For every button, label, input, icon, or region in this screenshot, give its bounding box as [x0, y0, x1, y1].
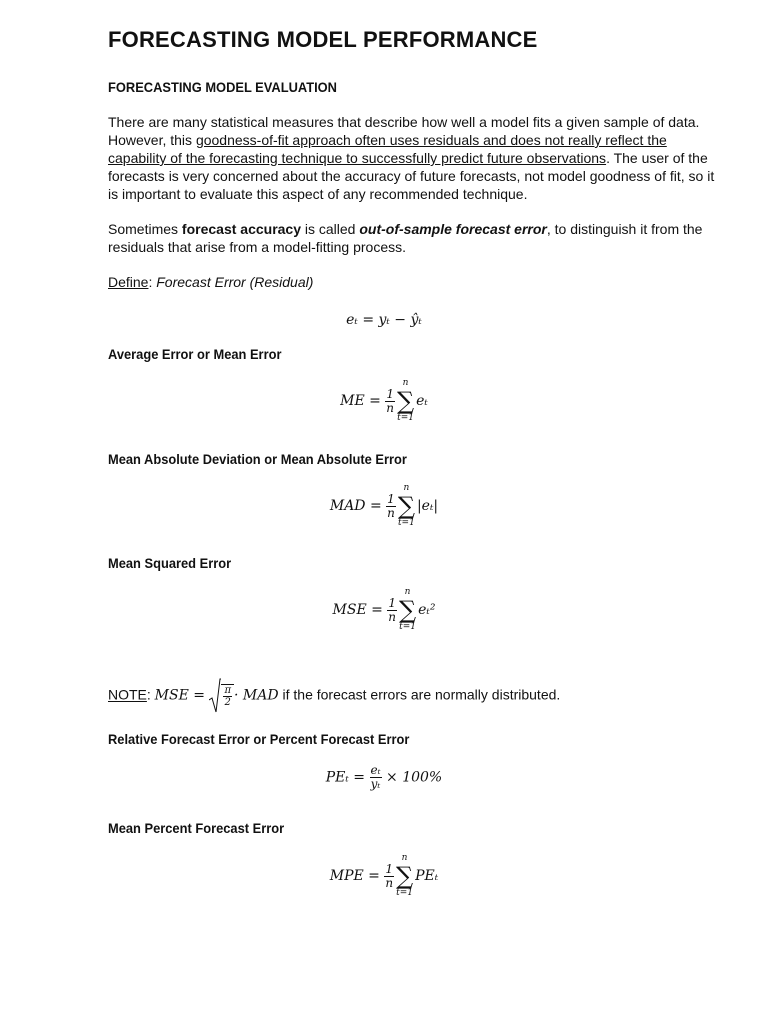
define-label: Define	[108, 274, 149, 290]
section-heading: FORECASTING MODEL EVALUATION	[108, 79, 337, 95]
mpe-heading: Mean Percent Forecast Error	[108, 820, 285, 836]
intro-line: forecasts is very concerned about the accuracy of future forecasts, not model goodness of fit, so it	[108, 168, 715, 184]
forecast-error-equation: eₜ = yₜ − ŷₜ	[346, 312, 422, 328]
accuracy-line: Sometimes forecast accuracy is called out-of-sample forecast error, to distinguish it from the	[108, 221, 703, 237]
page-title: FORECASTING MODEL PERFORMANCE	[108, 27, 538, 52]
note-label: NOTE	[108, 686, 147, 703]
mean-error-equation: ME = $\frac{1}{n}$ n ∑ t=1 eₜ	[340, 378, 428, 423]
percent-error-heading: Relative Forecast Error or Percent Forecast Error	[108, 731, 410, 747]
intro-line: However, this goodness-of-fit approach often uses residuals and does not really reflect the	[108, 132, 667, 148]
mse-equation: MSE = $\frac{1}{n}$ n ∑ t=1 eₜ²	[332, 587, 436, 632]
mse-heading: Mean Squared Error	[108, 555, 232, 571]
sqrt-symbol: $\frac{\pi}{2}$	[209, 678, 234, 714]
mpe-equation: MPE = $\frac{1}{n}$ n ∑ t=1 PEₜ	[329, 853, 439, 898]
note-line: NOTE: MSE = $\frac{\pi}{2}$ · MAD if the forecast errors are normally distributed.	[108, 678, 560, 714]
mad-equation: MAD = $\frac{1}{n}$ n ∑ t=1 |eₜ|	[329, 483, 439, 528]
intro-line: capability of the forecasting technique to successfully predict future observations. The user of the	[108, 150, 708, 166]
define-text: Forecast Error (Residual)	[156, 274, 314, 290]
percent-error-equation: PEₜ = $\frac{\text{eₜ}}{\text{yₜ}}$ × 100%	[325, 763, 443, 791]
intro-line: is important to evaluate this aspect of any recommended technique.	[108, 186, 528, 202]
mad-heading: Mean Absolute Deviation or Mean Absolute Error	[108, 451, 407, 467]
intro-line: There are many statistical measures that describe how well a model fits a given sample of data.	[108, 114, 700, 130]
define-line: Define: Forecast Error (Residual)	[108, 274, 314, 290]
mean-error-heading: Average Error or Mean Error	[108, 346, 282, 362]
accuracy-line: residuals that arise from a model-fitting process.	[108, 239, 407, 255]
intro-paragraph	[108, 113, 715, 203]
accuracy-paragraph	[108, 220, 703, 256]
